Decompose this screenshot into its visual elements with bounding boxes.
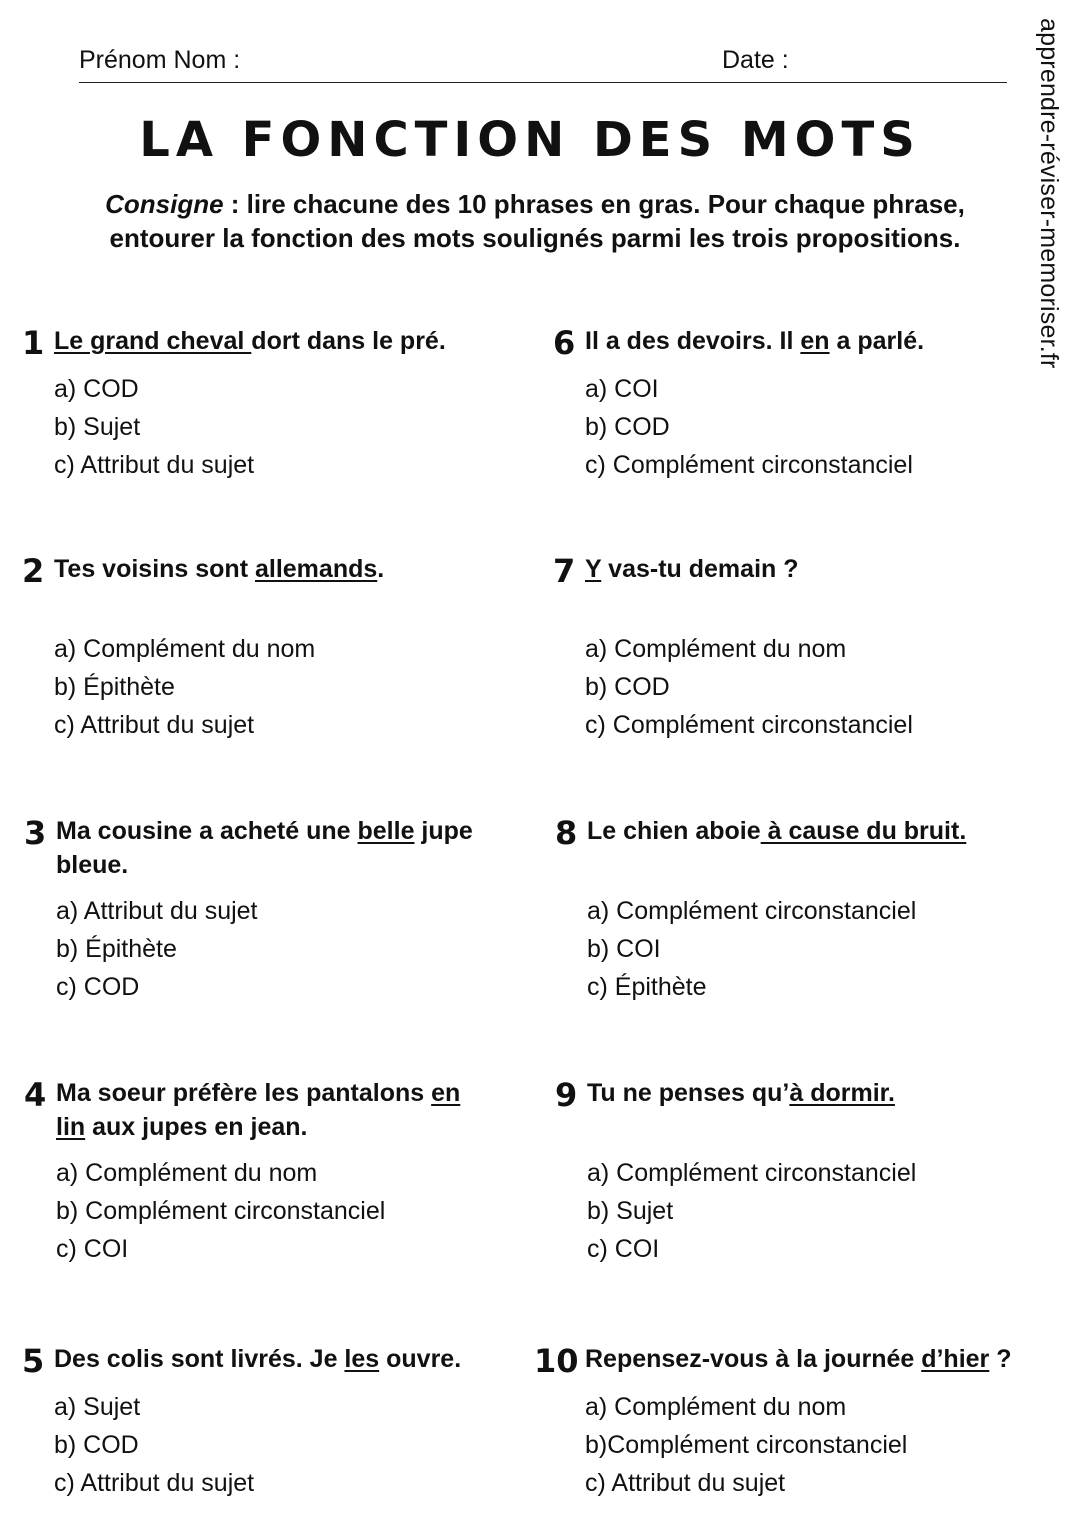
question-number: 4 xyxy=(24,1076,47,1114)
sentence-text: jupe bleue. xyxy=(56,817,473,879)
answer-option[interactable]: a) Attribut du sujet xyxy=(56,897,258,925)
sentence-text: Tu ne penses qu’ xyxy=(587,1079,790,1107)
answer-option[interactable]: a) Complément du nom xyxy=(54,635,316,663)
answer-option[interactable]: b)Complément circonstanciel xyxy=(585,1431,908,1459)
answer-option[interactable]: a) Complément du nom xyxy=(585,635,847,663)
answer-option[interactable]: c) COI xyxy=(587,1235,660,1263)
page-title: LA FONCTION DES MOTS xyxy=(139,112,921,168)
instructions-lead: Consigne xyxy=(105,189,224,219)
website-side-text: apprendre-réviser-memoriser.fr xyxy=(1035,18,1063,369)
question-number: 8 xyxy=(555,814,578,852)
question-number: 2 xyxy=(22,552,45,590)
question-sentence xyxy=(585,1342,1025,1376)
underlined-words: belle xyxy=(357,817,415,845)
sentence-text: Ma cousine a acheté une xyxy=(56,817,358,845)
answer-options xyxy=(587,892,916,1006)
answer-option[interactable]: c) Complément circonstanciel xyxy=(585,711,913,739)
underlined-words: Y xyxy=(585,555,602,583)
question-number: 3 xyxy=(24,814,47,852)
sentence-text: a parlé. xyxy=(829,327,925,355)
question-number: 6 xyxy=(553,324,576,362)
sentence-text: Repensez-vous à la journée xyxy=(585,1345,922,1373)
instructions-text: : lire chacune des 10 phrases en gras. Pour chaque phrase, entourer la fonction des mots soulignés parmi les trois propositions. xyxy=(109,189,965,253)
answer-option[interactable]: a) COD xyxy=(54,375,139,403)
underlined-words: Le grand cheval xyxy=(54,327,252,355)
answer-option[interactable]: c) Attribut du sujet xyxy=(54,451,255,479)
answer-option[interactable]: c) Attribut du sujet xyxy=(54,1469,255,1497)
underlined-words: allemands xyxy=(254,555,378,583)
answer-options xyxy=(585,630,913,744)
answer-option[interactable]: c) Attribut du sujet xyxy=(54,711,255,739)
sentence-text: ouvre. xyxy=(379,1345,462,1373)
answer-options xyxy=(585,1388,907,1502)
answer-options xyxy=(54,1388,254,1502)
answer-option[interactable]: c) Attribut du sujet xyxy=(585,1469,786,1497)
answer-options xyxy=(585,370,913,484)
answer-option[interactable]: a) Complément du nom xyxy=(585,1393,847,1421)
underlined-words: d’hier xyxy=(921,1345,990,1373)
answer-options xyxy=(54,370,254,484)
sentence-text: Le chien aboie xyxy=(587,817,761,845)
sentence-text: Ma soeur préfère les pantalons xyxy=(56,1079,432,1107)
question-number: 7 xyxy=(553,552,576,590)
answer-option[interactable]: a) COI xyxy=(585,375,659,403)
question-number: 9 xyxy=(555,1076,578,1114)
answer-option[interactable]: b) COD xyxy=(585,413,670,441)
answer-option[interactable]: a) Complément circonstanciel xyxy=(587,897,917,925)
underlined-words: en xyxy=(800,327,830,355)
answer-option[interactable]: b) Sujet xyxy=(587,1197,674,1225)
answer-option[interactable]: a) Sujet xyxy=(54,1393,141,1421)
sentence-text: dort dans le pré. xyxy=(251,327,446,355)
underlined-words: en lin xyxy=(56,1079,461,1141)
sentence-text: Tes voisins sont xyxy=(54,555,255,583)
answer-option[interactable]: b) Complément circonstanciel xyxy=(56,1197,386,1225)
date-label: Date : xyxy=(722,46,789,74)
question-number: 5 xyxy=(22,1342,45,1380)
question-sentence xyxy=(54,324,494,358)
question-sentence xyxy=(54,552,494,586)
instructions xyxy=(88,187,982,255)
answer-option[interactable]: a) Complément du nom xyxy=(56,1159,318,1187)
underlined-words: à cause du bruit. xyxy=(760,817,967,845)
answer-options xyxy=(56,892,258,1006)
underlined-words: les xyxy=(344,1345,380,1373)
question-sentence xyxy=(587,1076,1027,1110)
question-sentence xyxy=(585,324,1025,358)
question-sentence xyxy=(585,552,1025,586)
sentence-text: Il a des devoirs. Il xyxy=(585,327,801,355)
question-number: 1 xyxy=(22,324,45,362)
sentence-text: aux jupes en jean. xyxy=(85,1113,308,1141)
answer-option[interactable]: b) Sujet xyxy=(54,413,141,441)
answer-option[interactable]: a) Complément circonstanciel xyxy=(587,1159,917,1187)
answer-option[interactable]: c) COD xyxy=(56,973,140,1001)
question-sentence xyxy=(54,1342,494,1376)
answer-option[interactable]: b) Épithète xyxy=(56,935,177,963)
answer-option[interactable]: c) COI xyxy=(56,1235,129,1263)
answer-option[interactable]: b) COD xyxy=(54,1431,139,1459)
answer-options xyxy=(54,630,315,744)
name-label: Prénom Nom : xyxy=(79,46,241,74)
question-number: 10 xyxy=(534,1342,579,1380)
answer-option[interactable]: b) Épithète xyxy=(54,673,175,701)
sentence-text: Des colis sont livrés. Je xyxy=(54,1345,345,1373)
sentence-text: . xyxy=(377,555,385,583)
answer-option[interactable]: c) Épithète xyxy=(587,973,707,1001)
question-sentence xyxy=(56,1076,496,1144)
answer-options xyxy=(56,1154,385,1268)
sentence-text: vas-tu demain ? xyxy=(601,555,799,583)
answer-option[interactable]: b) COI xyxy=(587,935,661,963)
header-underline xyxy=(79,82,1007,83)
question-sentence xyxy=(587,814,1027,848)
answer-option[interactable]: b) COD xyxy=(585,673,670,701)
answer-option[interactable]: c) Complément circonstanciel xyxy=(585,451,913,479)
underlined-words: à dormir. xyxy=(789,1079,895,1107)
answer-options xyxy=(587,1154,916,1268)
sentence-text: ? xyxy=(989,1345,1012,1373)
question-sentence xyxy=(56,814,496,882)
